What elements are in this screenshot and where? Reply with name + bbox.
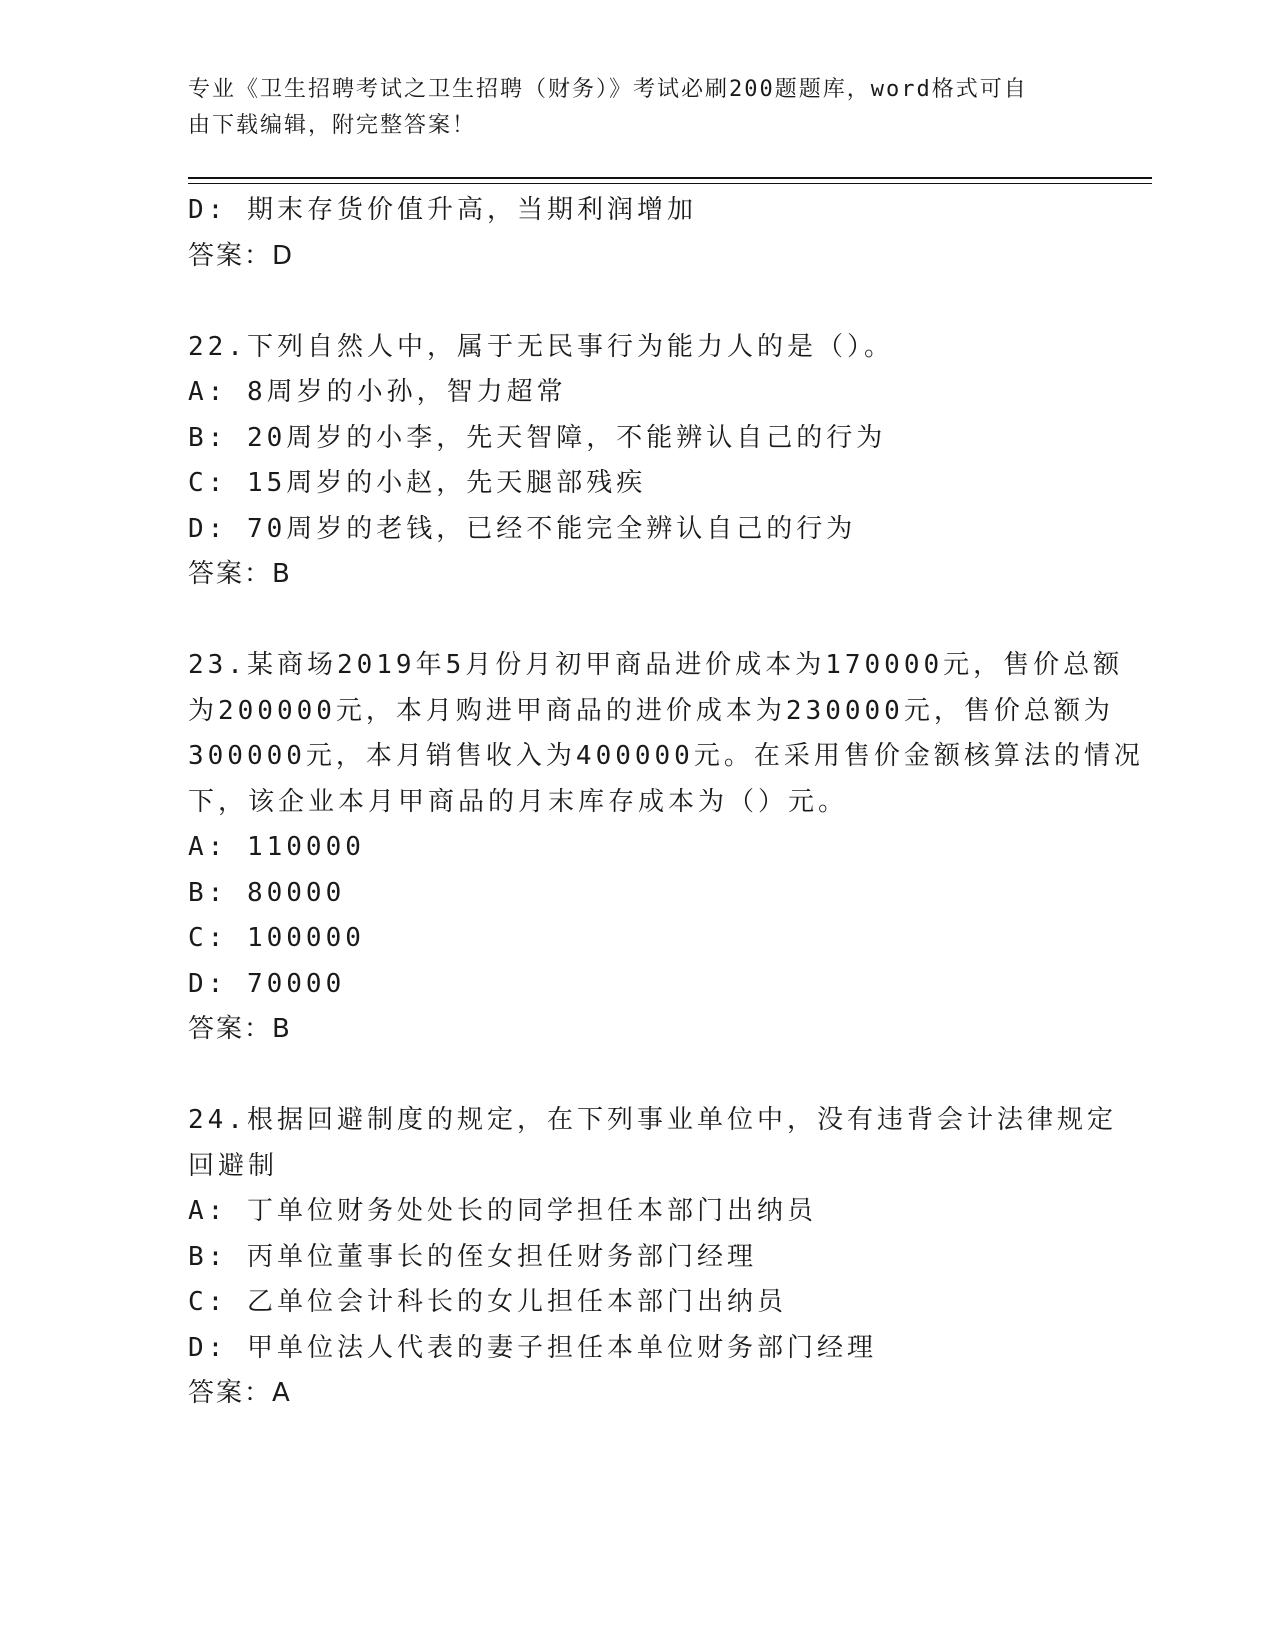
option-b: B: 丙单位董事长的侄女担任财务部门经理 [188, 1241, 757, 1272]
answer-line: 答案：B [188, 559, 292, 589]
spacer [188, 1053, 1088, 1099]
option-a: A: 丁单位财务处处长的同学担任本部门出纳员 [188, 1196, 817, 1226]
document-header [188, 72, 1088, 144]
question-block-24 [188, 1098, 1117, 1417]
spacer [188, 598, 1088, 644]
question-stem-line-2: 回避制 [188, 1150, 279, 1181]
question-block-23 [188, 643, 1144, 1053]
question-stem-line-1: 24.根据回避制度的规定，在下列事业单位中，没有违背会计法律规定 [188, 1105, 1117, 1135]
header-line-1: 专业《卫生招聘考试之卫生招聘（财务）》考试必刷200题题库，word格式可自 [188, 77, 1028, 102]
option-c: C: 100000 [188, 923, 365, 953]
answer-line: 答案：A [188, 1378, 292, 1408]
question-stem-line-3: 300000元，本月销售收入为400000元。在采用售价金额核算法的情况 [188, 741, 1144, 771]
question-stem-line-4: 下，该企业本月甲商品的月末库存成本为（）元。 [188, 786, 849, 817]
question-stem-line-2: 为200000元，本月购进甲商品的进价成本为230000元，售价总额为 [188, 695, 1114, 726]
option-c: C: 15周岁的小赵，先天腿部残疾 [188, 468, 647, 498]
question-block-21 [188, 188, 1088, 279]
spacer [188, 279, 1088, 325]
question-stem: 22.下列自然人中，属于无民事行为能力人的是（）。 [188, 331, 894, 362]
option-a: A: 110000 [188, 832, 365, 862]
option-d: D: 70000 [188, 968, 346, 999]
question-block-22 [188, 325, 1088, 598]
answer-line: 答案：B [188, 1014, 292, 1044]
header-divider-thick [188, 177, 1152, 179]
question-list [188, 188, 1144, 1417]
header-divider-thin [188, 183, 1152, 184]
question-stem-line-1: 23.某商场2019年5月份月初甲商品进价成本为170000元，售价总额 [188, 650, 1124, 680]
header-line-2: 由下载编辑，附完整答案！ [188, 113, 477, 138]
option-d: D: 70周岁的老钱，已经不能完全辨认自己的行为 [188, 513, 857, 544]
option-b: B: 80000 [188, 877, 346, 908]
option-d: D: 甲单位法人代表的妻子担任本单位财务部门经理 [188, 1332, 877, 1363]
option-b: B: 20周岁的小李，先天智障，不能辨认自己的行为 [188, 422, 887, 453]
option-c: C: 乙单位会计科长的女儿担任本部门出纳员 [188, 1287, 787, 1317]
option-d: D: 期末存货价值升高，当期利润增加 [188, 195, 697, 225]
answer-line: 答案：D [188, 240, 295, 271]
option-a: A: 8周岁的小孙，智力超常 [188, 377, 567, 407]
